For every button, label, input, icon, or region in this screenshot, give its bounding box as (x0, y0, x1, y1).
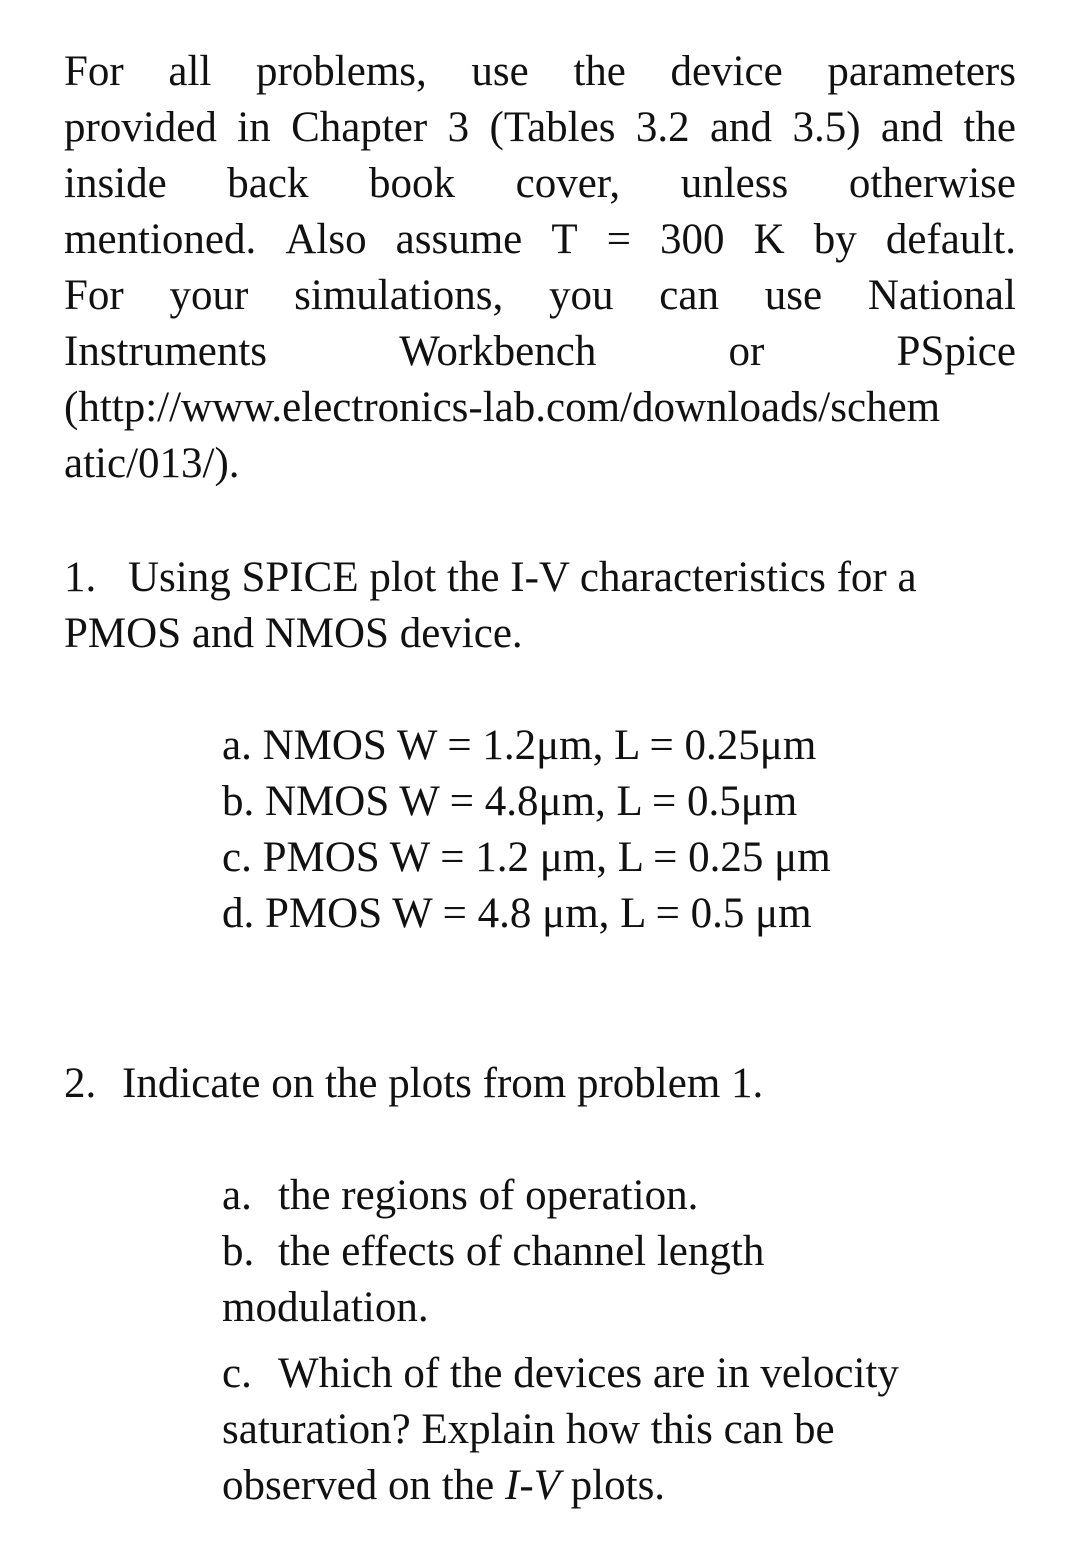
intro-line-5: For your simulations, you can use National (64, 272, 1016, 319)
problem-1-number: 1. (64, 554, 97, 601)
problem-2-item-b-text-1: the effects of channel length (278, 1228, 765, 1275)
problem-2-number: 2. (64, 1060, 97, 1107)
intro-line-2: provided in Chapter 3 (Tables 3.2 and 3.5) and the (64, 104, 1016, 151)
problem-2-item-a (222, 1174, 698, 1217)
intro-line-4: mentioned. Also assume T = 300 K by default. (64, 216, 1016, 263)
problem-2-item-b-label: b. (222, 1228, 255, 1275)
problem-2-item-c-text-1: Which of the devices are in velocity (278, 1350, 899, 1397)
iv-emphasis: I-V (505, 1462, 560, 1509)
problem-2-item-a-text: the regions of operation. (278, 1172, 699, 1219)
problem-1-item-a: a. NMOS W = 1.2μm, L = 0.25μm (222, 722, 817, 769)
problem-2-item-c-label: c. (222, 1350, 252, 1397)
problem-1-text-1: Using SPICE plot the I-V characteristics for a (128, 554, 917, 601)
intro-line-3: inside back book cover, unless otherwise (64, 160, 1016, 207)
problem-2-item-b-text-2: modulation. (222, 1284, 429, 1331)
intro-url-line-1: (http://www.electronics-lab.com/downloads/schem (64, 384, 941, 431)
problem-1-item-d: d. PMOS W = 4.8 μm, L = 0.5 μm (222, 890, 812, 937)
problem-2-item-c-text-3: observed on the I-V plots. (222, 1462, 666, 1509)
problem-2-item-b (222, 1230, 764, 1273)
problem-2-line (64, 1062, 763, 1105)
problem-2-item-c (222, 1352, 899, 1395)
problem-2-item-c-text-2: saturation? Explain how this can be (222, 1406, 835, 1453)
problem-2-text: Indicate on the plots from problem 1. (122, 1060, 764, 1107)
problem-2-item-a-label: a. (222, 1172, 252, 1219)
problem-1-line-1 (64, 556, 917, 599)
problem-1-text-2: PMOS and NMOS device. (64, 610, 523, 657)
intro-line-1: For all problems, use the device parameters (64, 48, 1016, 95)
intro-url-line-2: atic/013/). (64, 440, 240, 487)
problem-1-item-b: b. NMOS W = 4.8μm, L = 0.5μm (222, 778, 798, 825)
problem-1-item-c: c. PMOS W = 1.2 μm, L = 0.25 μm (222, 834, 831, 881)
intro-line-6: Instruments Workbench or PSpice (64, 328, 1016, 375)
